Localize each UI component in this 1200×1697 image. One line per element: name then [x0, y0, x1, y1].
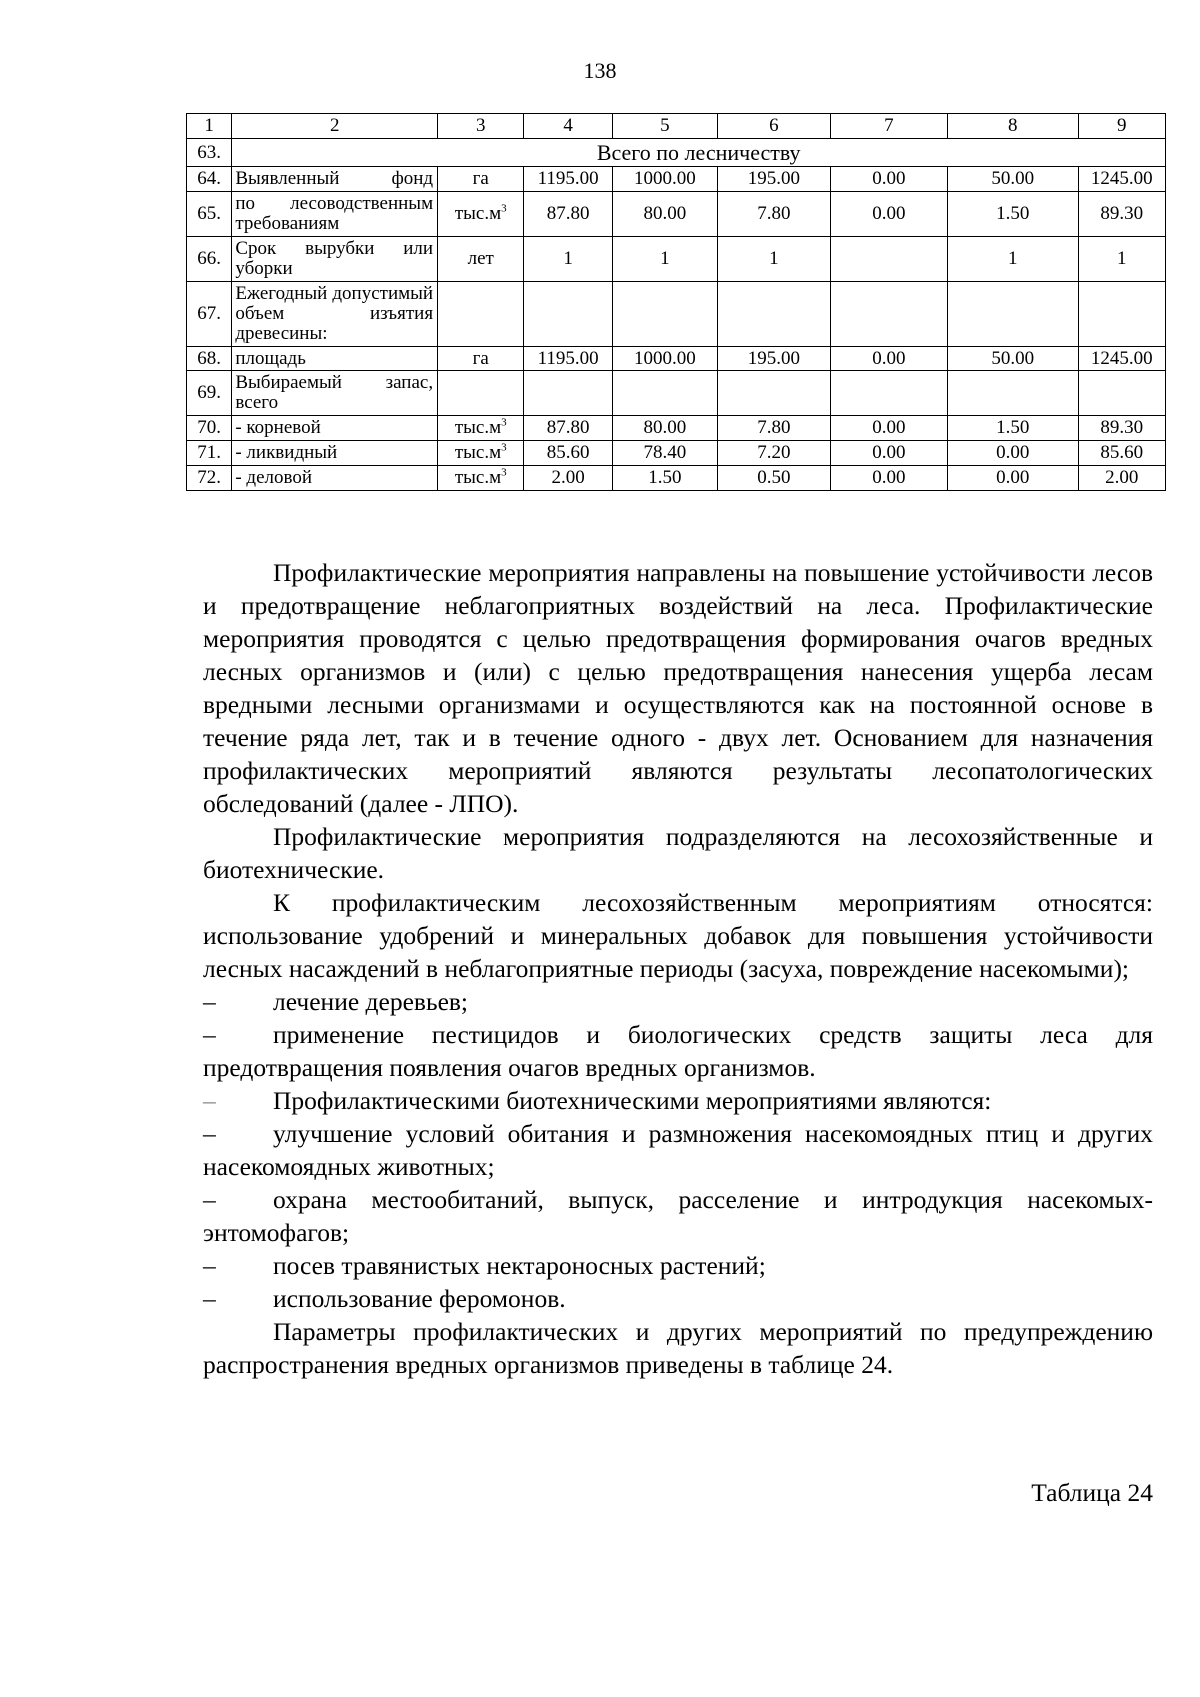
table-cell: 0.00 [948, 466, 1079, 491]
row-number: 65. [187, 191, 232, 236]
list-item [203, 1084, 1153, 1117]
table-cell [830, 371, 947, 416]
table-row [187, 371, 1166, 416]
unit-text: тыс.м [454, 467, 502, 489]
table-cell: 1 [948, 236, 1079, 281]
table-cell: 0.00 [830, 441, 947, 466]
section-title: Всего по лесничеству [232, 138, 1166, 166]
table-cell: 7.80 [717, 416, 830, 441]
table-cell: 0.00 [830, 191, 947, 236]
table-cell: 1195.00 [524, 346, 612, 371]
header-cell: 4 [524, 114, 612, 139]
table-cell [524, 371, 612, 416]
unit-text: га [472, 168, 489, 190]
unit-text: лет [467, 247, 494, 269]
table-cell [830, 236, 947, 281]
paragraph: Профилактические мероприятия направлены на повышение устойчивости лесов и предотвращение неблагоприятных воздействий на леса. Профилактические мероприятия проводятся с целью предотвращения формирования очагов вредных лесных организмов и (или) с целью предотвращения нанесения ущерба лесам вредными лесными организмами и осуществляются как на постоянной основе в течение ряда лет, так и в течение одного - двух лет. Основанием для назначения профилактических мероприятий являются результаты лесопатологических обследований (далее - ЛПО). [203, 558, 1153, 818]
table-header-row [187, 114, 1166, 139]
list-item [203, 1282, 1153, 1315]
table-cell: 50.00 [948, 167, 1079, 192]
table-cell: 1.50 [948, 416, 1079, 441]
row-unit [438, 191, 524, 236]
table-row [187, 466, 1166, 491]
row-number: 67. [187, 281, 232, 346]
row-unit [438, 441, 524, 466]
dash-marker: – [203, 1086, 216, 1115]
row-number: 63. [187, 138, 232, 166]
header-cell: 1 [187, 114, 232, 139]
dash-marker: – [203, 1284, 216, 1313]
row-name: - ликвидный [232, 441, 438, 466]
row-number: 71. [187, 441, 232, 466]
row-name: Ежегодный допустимый объем изъятия древесины: [232, 281, 438, 346]
table-cell: 87.80 [524, 191, 612, 236]
unit-superscript: 3 [501, 466, 507, 479]
dash-marker: – [203, 1119, 216, 1148]
row-unit [438, 281, 524, 346]
table-cell: 0.00 [830, 167, 947, 192]
table-row [187, 281, 1166, 346]
list-item-text: лечение деревьев; [273, 987, 469, 1016]
row-name: Срок вырубки или уборки [232, 236, 438, 281]
header-cell: 3 [438, 114, 524, 139]
table-cell [948, 281, 1079, 346]
table-row [187, 167, 1166, 192]
row-unit [438, 466, 524, 491]
table-section-row [187, 138, 1166, 166]
table-cell: 1 [524, 236, 612, 281]
table-cell: 1195.00 [524, 167, 612, 192]
table-cell: 80.00 [612, 191, 717, 236]
header-cell: 7 [830, 114, 947, 139]
table-cell: 0.00 [948, 441, 1079, 466]
row-unit [438, 236, 524, 281]
list-item-text: охрана местообитаний, выпуск, расселение и интродукция насекомых-энтомофагов; [203, 1185, 1153, 1247]
list-item [203, 1183, 1153, 1249]
header-cell: 5 [612, 114, 717, 139]
header-cell: 9 [1078, 114, 1165, 139]
table-cell: 50.00 [948, 346, 1079, 371]
row-number: 69. [187, 371, 232, 416]
table-cell: 1245.00 [1078, 167, 1165, 192]
unit-superscript: 3 [501, 202, 507, 215]
list-item-text: Профилактическими биотехническими мероприятиями являются: [273, 1086, 992, 1115]
table-cell: 80.00 [612, 416, 717, 441]
table-cell: 85.60 [1078, 441, 1165, 466]
header-cell: 2 [232, 114, 438, 139]
row-name: - деловой [232, 466, 438, 491]
table-cell: 1 [612, 236, 717, 281]
row-name: Выбираемый запас, всего [232, 371, 438, 416]
table-cell: 89.30 [1078, 191, 1165, 236]
row-number: 64. [187, 167, 232, 192]
table-cell [1078, 281, 1165, 346]
list-item-text: применение пестицидов и биологических средств защиты леса для предотвращения появления очагов вредных организмов. [203, 1020, 1153, 1082]
table-cell: 1.50 [612, 466, 717, 491]
table-cell: 2.00 [1078, 466, 1165, 491]
row-unit [438, 346, 524, 371]
table-cell: 0.50 [717, 466, 830, 491]
list-item-text: использование феромонов. [273, 1284, 566, 1313]
table-row [187, 416, 1166, 441]
row-number: 68. [187, 346, 232, 371]
table-cell [948, 371, 1079, 416]
row-name: - корневой [232, 416, 438, 441]
list-item [203, 985, 1153, 1018]
table-cell [717, 281, 830, 346]
table-cell: 1 [1078, 236, 1165, 281]
dash-marker: – [203, 987, 216, 1016]
row-name: площадь [232, 346, 438, 371]
forestry-table [186, 113, 1166, 491]
table-row [187, 236, 1166, 281]
table-cell: 1245.00 [1078, 346, 1165, 371]
unit-text: га [472, 347, 489, 369]
row-name: Выявленный фонд [232, 167, 438, 192]
row-name: по лесоводственным требованиям [232, 191, 438, 236]
list-item [203, 1018, 1153, 1084]
table-cell: 78.40 [612, 441, 717, 466]
row-unit [438, 167, 524, 192]
list-item [203, 1249, 1153, 1282]
table-cell [524, 281, 612, 346]
unit-text: тыс.м [454, 442, 502, 464]
table-cell: 0.00 [830, 346, 947, 371]
dash-marker: – [203, 1020, 216, 1049]
table-cell [612, 281, 717, 346]
table-cell: 1.50 [948, 191, 1079, 236]
table-row [187, 346, 1166, 371]
table-cell: 89.30 [1078, 416, 1165, 441]
body-text [203, 556, 1153, 1381]
paragraph: Параметры профилактических и других мероприятий по предупреждению распространения вредных организмов приведены в таблице 24. [203, 1317, 1153, 1379]
list-item-text: посев травянистых нектароносных растений; [273, 1251, 766, 1280]
dash-marker: – [203, 1185, 216, 1214]
table-cell [717, 371, 830, 416]
row-number: 72. [187, 466, 232, 491]
table-cell: 0.00 [830, 416, 947, 441]
row-unit [438, 371, 524, 416]
table-cell: 7.20 [717, 441, 830, 466]
table-cell: 7.80 [717, 191, 830, 236]
unit-text: тыс.м [454, 417, 502, 439]
header-cell: 6 [717, 114, 830, 139]
table-cell: 1000.00 [612, 167, 717, 192]
unit-superscript: 3 [501, 441, 507, 454]
list-item [203, 1117, 1153, 1183]
unit-text: тыс.м [454, 202, 502, 224]
table-cell: 1 [717, 236, 830, 281]
dash-marker: – [203, 1251, 216, 1280]
table-cell: 2.00 [524, 466, 612, 491]
table-caption: Таблица 24 [1031, 1478, 1153, 1507]
table-cell: 1000.00 [612, 346, 717, 371]
header-cell: 8 [948, 114, 1079, 139]
table-cell: 85.60 [524, 441, 612, 466]
table-cell: 0.00 [830, 466, 947, 491]
row-number: 70. [187, 416, 232, 441]
table-cell: 195.00 [717, 167, 830, 192]
table-cell [830, 281, 947, 346]
table-row [187, 191, 1166, 236]
paragraph: К профилактическим лесохозяйственным мероприятиям относятся: использование удобрений и минеральных добавок для повышения устойчивости лесных насаждений в неблагоприятные периоды (засуха, повреждение насекомыми); [203, 888, 1153, 983]
unit-superscript: 3 [501, 417, 507, 430]
table-cell [1078, 371, 1165, 416]
table-cell [612, 371, 717, 416]
paragraph: Профилактические мероприятия подразделяются на лесохозяйственные и биотехнические. [203, 822, 1153, 884]
row-number: 66. [187, 236, 232, 281]
table-cell: 195.00 [717, 346, 830, 371]
list-item-text: улучшение условий обитания и размножения насекомоядных птиц и других насекомоядных животных; [203, 1119, 1153, 1181]
table-cell: 87.80 [524, 416, 612, 441]
table-row [187, 441, 1166, 466]
row-unit [438, 416, 524, 441]
table-body [187, 167, 1166, 491]
page-number: 138 [583, 58, 617, 83]
